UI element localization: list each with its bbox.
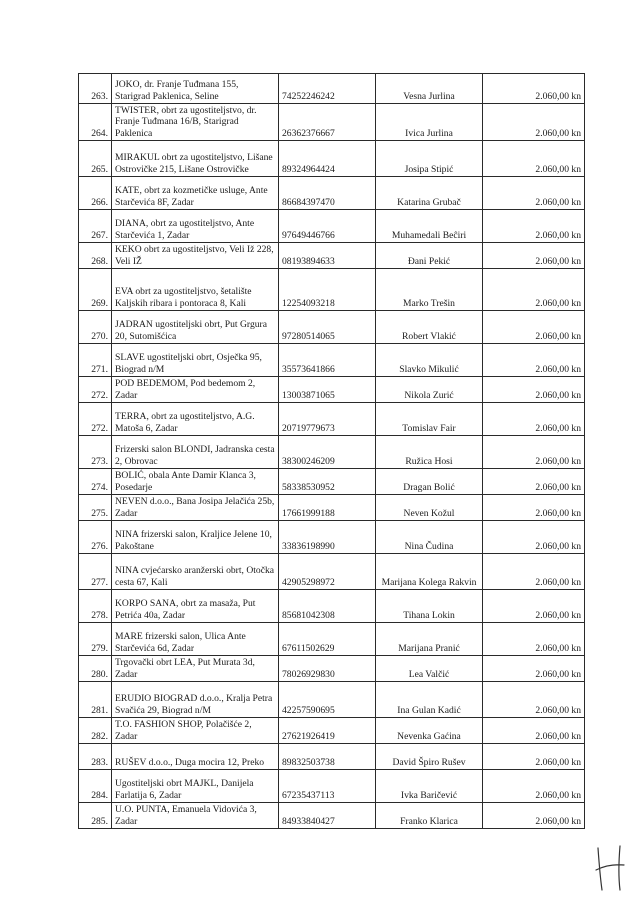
- owner-name: Ružica Hosi: [376, 436, 483, 469]
- amount: 2.060,00 kn: [483, 377, 585, 403]
- table-row: [79, 104, 585, 141]
- business-name-address: BOLIĆ, obala Ante Damir Klanca 3, Posedarje: [112, 469, 279, 495]
- row-number: 285.: [79, 803, 112, 829]
- owner-name: Nikola Zurić: [376, 377, 483, 403]
- amount: 2.060,00 kn: [483, 656, 585, 682]
- business-name-address: Ugostiteljski obrt MAJKL, Danijela Farlatija 6, Zadar: [112, 770, 279, 803]
- handwritten-page-mark: [590, 840, 630, 895]
- table-row: [79, 623, 585, 656]
- amount: 2.060,00 kn: [483, 495, 585, 521]
- oib-number: 97649446766: [279, 210, 376, 243]
- row-number: 265.: [79, 141, 112, 177]
- table-row: [79, 177, 585, 210]
- amount: 2.060,00 kn: [483, 469, 585, 495]
- row-number: 282.: [79, 718, 112, 744]
- owner-name: Franko Klarica: [376, 803, 483, 829]
- owner-name: Vesna Jurlina: [376, 74, 483, 104]
- table-row: [79, 744, 585, 770]
- owner-name: Ivka Baričević: [376, 770, 483, 803]
- owner-name: Josipa Stipić: [376, 141, 483, 177]
- business-name-address: U.O. PUNTA, Emanuela Vidovića 3, Zadar: [112, 803, 279, 829]
- oib-number: 26362376667: [279, 104, 376, 141]
- oib-number: 33836198990: [279, 521, 376, 554]
- row-number: 272.: [79, 377, 112, 403]
- business-name-address: EVA obrt za ugostiteljstvo, šetalište Kaljskih ribara i pontoraca 8, Kali: [112, 269, 279, 311]
- amount: 2.060,00 kn: [483, 744, 585, 770]
- business-name-address: KATE, obrt za kozmetičke usluge, Ante Starčevića 8F, Zadar: [112, 177, 279, 210]
- oib-number: 35573641866: [279, 344, 376, 377]
- business-name-address: Trgovački obrt LEA, Put Murata 3d, Zadar: [112, 656, 279, 682]
- business-name-address: DIANA, obrt za ugostiteljstvo, Ante Starčevića 1, Zadar: [112, 210, 279, 243]
- table-row: [79, 269, 585, 311]
- owner-name: Neven Kožul: [376, 495, 483, 521]
- table-row: [79, 141, 585, 177]
- row-number: 264.: [79, 104, 112, 141]
- oib-number: 85681042308: [279, 590, 376, 623]
- oib-number: 58338530952: [279, 469, 376, 495]
- business-name-address: TWISTER, obrt za ugostiteljstvo, dr. Franje Tuđmana 16/B, Starigrad Paklenica: [112, 104, 279, 141]
- oib-number: 89324964424: [279, 141, 376, 177]
- row-number: 278.: [79, 590, 112, 623]
- owner-name: Nevenka Gaćina: [376, 718, 483, 744]
- oib-number: 67235437113: [279, 770, 376, 803]
- row-number: 273.: [79, 436, 112, 469]
- row-number: 268.: [79, 243, 112, 269]
- registry-table-body: [79, 74, 585, 829]
- amount: 2.060,00 kn: [483, 803, 585, 829]
- business-name-address: Frizerski salon BLONDI, Jadranska cesta 2, Obrovac: [112, 436, 279, 469]
- owner-name: Muhamedali Beĉiri: [376, 210, 483, 243]
- row-number: 269.: [79, 269, 112, 311]
- amount: 2.060,00 kn: [483, 210, 585, 243]
- business-name-address: KEKO obrt za ugostiteljstvo, Veli Iž 228, Veli IŽ: [112, 243, 279, 269]
- amount: 2.060,00 kn: [483, 521, 585, 554]
- amount: 2.060,00 kn: [483, 682, 585, 718]
- row-number: 270.: [79, 311, 112, 344]
- owner-name: Katarina Grubač: [376, 177, 483, 210]
- oib-number: 08193894633: [279, 243, 376, 269]
- amount: 2.060,00 kn: [483, 311, 585, 344]
- business-name-address: T.O. FASHION SHOP, Polačišće 2, Zadar: [112, 718, 279, 744]
- row-number: 274.: [79, 469, 112, 495]
- row-number: 263.: [79, 74, 112, 104]
- registry-table: [78, 73, 585, 829]
- oib-number: 84933840427: [279, 803, 376, 829]
- oib-number: 20719779673: [279, 403, 376, 436]
- business-name-address: TERRA, obrt za ugostiteljstvo, A.G. Matoša 6, Zadar: [112, 403, 279, 436]
- owner-name: Tihana Lokin: [376, 590, 483, 623]
- business-name-address: ERUDIO BIOGRAD d.o.o., Kralja Petra Svačića 29, Biograd n/M: [112, 682, 279, 718]
- table-row: [79, 311, 585, 344]
- table-row: [79, 521, 585, 554]
- table-row: [79, 656, 585, 682]
- row-number: 271.: [79, 344, 112, 377]
- amount: 2.060,00 kn: [483, 74, 585, 104]
- business-name-address: MIRAKUL obrt za ugostiteljstvo, Lišane Ostrovičke 215, Lišane Ostrovičke: [112, 141, 279, 177]
- oib-number: 97280514065: [279, 311, 376, 344]
- amount: 2.060,00 kn: [483, 590, 585, 623]
- owner-name: Slavko Mikulić: [376, 344, 483, 377]
- row-number: 272.: [79, 403, 112, 436]
- business-name-address: RUŠEV d.o.o., Duga mocira 12, Preko: [112, 744, 279, 770]
- amount: 2.060,00 kn: [483, 770, 585, 803]
- table-row: [79, 469, 585, 495]
- amount: 2.060,00 kn: [483, 269, 585, 311]
- row-number: 281.: [79, 682, 112, 718]
- owner-name: Nina Čudina: [376, 521, 483, 554]
- table-row: [79, 436, 585, 469]
- owner-name: Marko Trešin: [376, 269, 483, 311]
- business-name-address: JOKO, dr. Franje Tuđmana 155, Starigrad Paklenica, Seline: [112, 74, 279, 104]
- row-number: 266.: [79, 177, 112, 210]
- owner-name: Robert Vlakić: [376, 311, 483, 344]
- row-number: 284.: [79, 770, 112, 803]
- amount: 2.060,00 kn: [483, 436, 585, 469]
- owner-name: Đani Pekić: [376, 243, 483, 269]
- owner-name: Dragan Bolić: [376, 469, 483, 495]
- row-number: 283.: [79, 744, 112, 770]
- owner-name: David Špiro Rušev: [376, 744, 483, 770]
- oib-number: 74252246242: [279, 74, 376, 104]
- table-row: [79, 344, 585, 377]
- row-number: 267.: [79, 210, 112, 243]
- oib-number: 13003871065: [279, 377, 376, 403]
- business-name-address: NINA cvjećarsko aranžerski obrt, Otočka cesta 67, Kali: [112, 554, 279, 590]
- amount: 2.060,00 kn: [483, 104, 585, 141]
- row-number: 280.: [79, 656, 112, 682]
- business-name-address: SLAVE ugostiteljski obrt, Osječka 95, Biograd n/M: [112, 344, 279, 377]
- owner-name: Lea Valčić: [376, 656, 483, 682]
- business-name-address: MARE frizerski salon, Ulica Ante Starčevića 6d, Zadar: [112, 623, 279, 656]
- table-row: [79, 590, 585, 623]
- oib-number: 12254093218: [279, 269, 376, 311]
- owner-name: Marijana Pranić: [376, 623, 483, 656]
- amount: 2.060,00 kn: [483, 554, 585, 590]
- oib-number: 42257590695: [279, 682, 376, 718]
- table-row: [79, 74, 585, 104]
- row-number: 275.: [79, 495, 112, 521]
- amount: 2.060,00 kn: [483, 141, 585, 177]
- oib-number: 86684397470: [279, 177, 376, 210]
- oib-number: 17661999188: [279, 495, 376, 521]
- oib-number: 42905298972: [279, 554, 376, 590]
- table-row: [79, 243, 585, 269]
- business-name-address: NINA frizerski salon, Kraljice Jelene 10, Pakoštane: [112, 521, 279, 554]
- amount: 2.060,00 kn: [483, 623, 585, 656]
- business-name-address: NEVEN d.o.o., Bana Josipa Jelačića 25b, Zadar: [112, 495, 279, 521]
- table-row: [79, 403, 585, 436]
- table-row: [79, 803, 585, 829]
- owner-name: Ina Gulan Kadić: [376, 682, 483, 718]
- amount: 2.060,00 kn: [483, 177, 585, 210]
- owner-name: Tomislav Fair: [376, 403, 483, 436]
- row-number: 276.: [79, 521, 112, 554]
- oib-number: 67611502629: [279, 623, 376, 656]
- oib-number: 27621926419: [279, 718, 376, 744]
- oib-number: 89832503738: [279, 744, 376, 770]
- oib-number: 38300246209: [279, 436, 376, 469]
- amount: 2.060,00 kn: [483, 344, 585, 377]
- row-number: 279.: [79, 623, 112, 656]
- owner-name: Marijana Kolega Rakvin: [376, 554, 483, 590]
- table-row: [79, 770, 585, 803]
- table-row: [79, 377, 585, 403]
- row-number: 277.: [79, 554, 112, 590]
- amount: 2.060,00 kn: [483, 718, 585, 744]
- table-row: [79, 495, 585, 521]
- oib-number: 78026929830: [279, 656, 376, 682]
- table-row: [79, 210, 585, 243]
- table-row: [79, 554, 585, 590]
- business-name-address: POD BEDEMOM, Pod bedemom 2, Zadar: [112, 377, 279, 403]
- table-row: [79, 682, 585, 718]
- business-name-address: KORPO SANA, obrt za masaža, Put Petrića 40a, Zadar: [112, 590, 279, 623]
- table-row: [79, 718, 585, 744]
- amount: 2.060,00 kn: [483, 403, 585, 436]
- owner-name: Ivica Jurlina: [376, 104, 483, 141]
- amount: 2.060,00 kn: [483, 243, 585, 269]
- business-name-address: JADRAN ugostiteljski obrt, Put Grgura 20, Sutomišćica: [112, 311, 279, 344]
